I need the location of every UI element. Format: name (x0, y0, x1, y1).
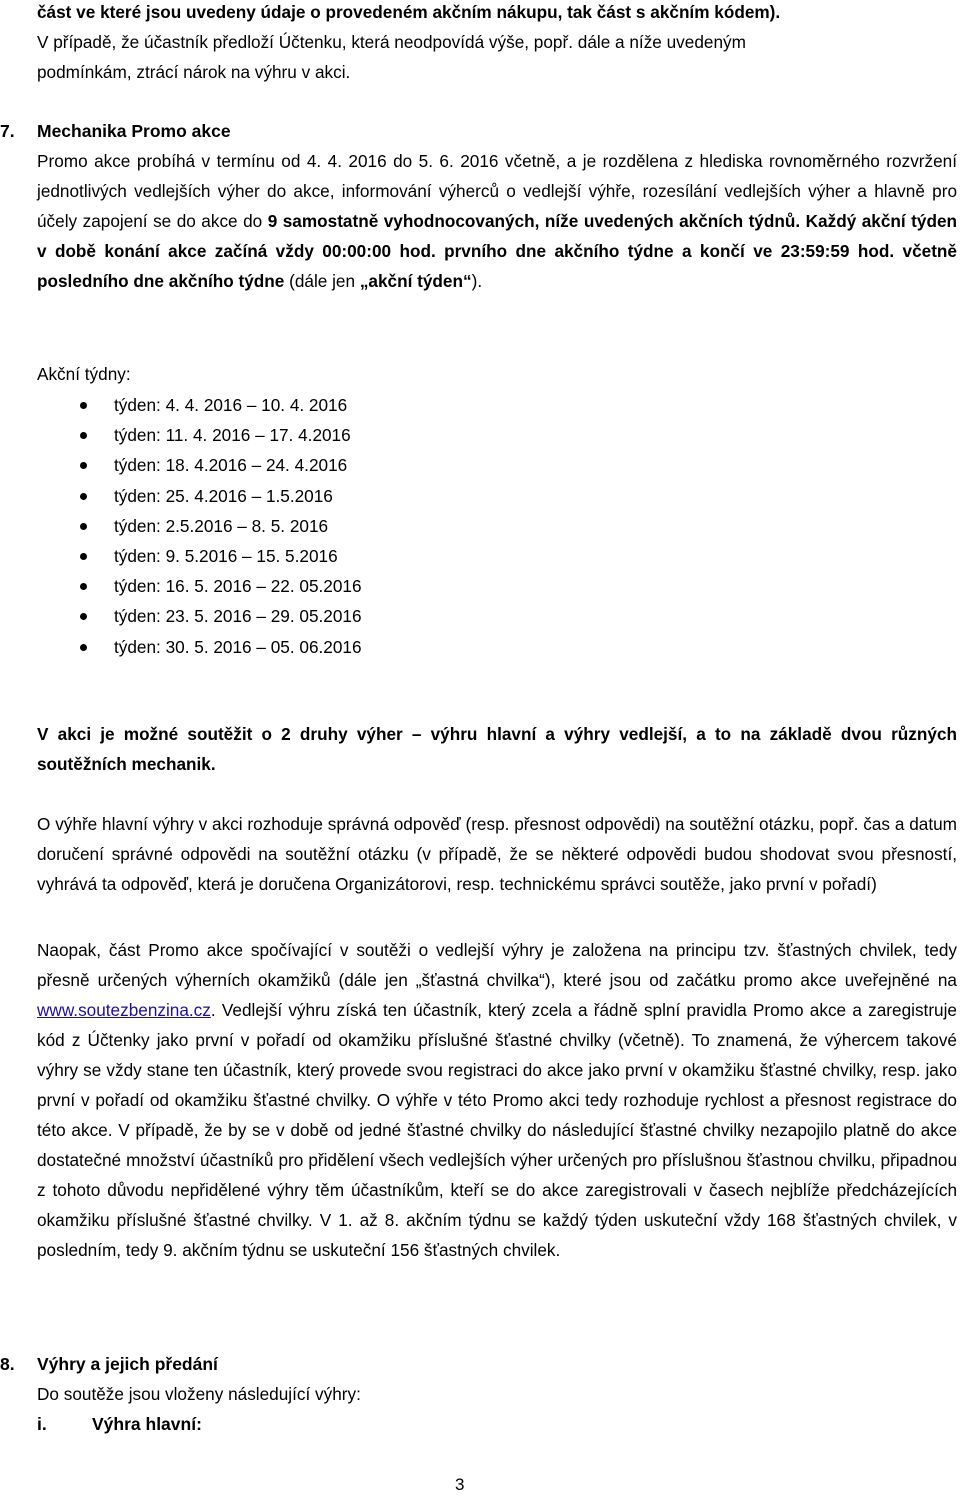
paragraph-text: . Vedlejší výhru získá ten účastník, který zcela a řádně splní pravidla Promo akce a zaregistruje kód z Účtenky jako první v pořadí od okamžiku příslušné šťastné chvilky (včetně). To znamená, že výhercem takové výhry se vždy stane ten účastník, který provede svou registraci do akce jako první v okamžiku šťastné chvilky, resp. jako první v pořadí od okamžiku šťastné chvilky. O výhře v této Promo akci tedy rozhoduje rychlost a přesnost registrace do této akce. V případě, že by se v době od jedné šťastné chvilky do následující šťastné chvilky nezapojilo platně do akce dostatečné množství účastníků pro přidělení všech vedlejších výher určených pro příslušnou šťastnou chvilku, připadnou z tohoto důvodu nepřidělené výhry těm účastníkům, kteří se do akce zaregistrovali v časech nejblíže předcházejících okamžiku příslušné šťastné chvilky. V 1. až 8. akčním týdnu se každý týden uskuteční vždy 168 šťastných chvilek, v posledním, tedy 9. akčním týdnu se uskuteční 156 šťastných chvilek. (37, 1000, 957, 1260)
list-item (80, 571, 362, 601)
intro-line-2: V případě, že účastník předloží Účtenku, která neodpovídá výše, popř. dále a níže uvedeným (37, 32, 746, 52)
list-item (80, 420, 362, 450)
week-text: týden: 11. 4. 2016 – 17. 4.2016 (114, 425, 351, 446)
subsection-title: Výhra hlavní: (92, 1414, 202, 1434)
website-link[interactable]: www.soutezbenzina.cz (37, 1000, 211, 1020)
week-text: týden: 30. 5. 2016 – 05. 06.2016 (114, 636, 362, 657)
bullet-icon (80, 613, 87, 620)
prize-types-paragraph: V akci je možné soutěžit o 2 druhy výher – výhru hlavní a výhry vedlejší, a to na základě dvou různých soutěžních mechanik. (37, 724, 957, 774)
section-8-intro: Do soutěže jsou vloženy následující výhry: (37, 1384, 361, 1404)
section-7-number: 7. (0, 121, 15, 141)
list-item (80, 481, 362, 511)
week-text: týden: 2.5.2016 – 8. 5. 2016 (114, 515, 329, 536)
bullet-icon (80, 493, 87, 500)
bullet-icon (80, 583, 87, 590)
paragraph-bold: . (795, 211, 806, 231)
paragraph-bold: „akční týden“ (359, 271, 472, 291)
list-item (80, 601, 362, 631)
weeks-list (80, 390, 362, 662)
paragraph-bold: Každý akční týden v době konání akce začíná vždy 00:00:00 hod. prvního dne akčního týdne a končí ve 23:59:59 hod. včetně posledního dne akčního týdne (37, 211, 958, 291)
week-text: týden: 23. 5. 2016 – 29. 05.2016 (114, 606, 362, 627)
list-item (80, 450, 362, 480)
list-item (80, 632, 362, 662)
side-prizes-paragraph (37, 935, 957, 1265)
week-text: týden: 16. 5. 2016 – 22. 05.2016 (114, 576, 362, 597)
bullet-icon (80, 553, 87, 560)
bullet-icon (80, 523, 87, 530)
bullet-icon (80, 644, 87, 651)
intro-line-3: podmínkám, ztrácí nárok na výhru v akci. (37, 62, 351, 82)
section-8-number: 8. (0, 1354, 15, 1374)
bullet-icon (80, 462, 87, 469)
main-prize-paragraph: O výhře hlavní výhry v akci rozhoduje správná odpověď (resp. přesnost odpovědi) na soutěžní otázku, popř. čas a datum doručení správné odpovědi na soutěžní otázku (v případě, že se některé odpovědi budou shodovat svou přesností, vyhrává ta odpověď, která je doručena Organizátorovi, resp. technickému správci soutěže, jako první v pořadí) (37, 814, 957, 894)
section-7-paragraph (37, 146, 957, 296)
list-item (80, 511, 362, 541)
week-text: týden: 25. 4.2016 – 1.5.2016 (114, 485, 333, 506)
week-text: týden: 4. 4. 2016 – 10. 4. 2016 (114, 395, 348, 415)
week-text: týden: 9. 5.2016 – 15. 5.2016 (114, 545, 338, 566)
subsection-number: i. (37, 1414, 47, 1434)
paragraph-text: ). (471, 271, 483, 291)
paragraph-text: Naopak, část Promo akce spočívající v soutěži o vedlejší výhry je založena na principu tzv. šťastných chvilek, tedy přesně určených výherních okamžiků (dále jen „šťastná chvilka“), které jsou od začátku promo akce uveřejněné na (37, 940, 957, 990)
section-7-title: Mechanika Promo akce (37, 121, 231, 141)
section-8-title: Výhry a jejich předání (37, 1354, 218, 1374)
paragraph-text: (dále jen (284, 271, 360, 291)
paragraph-bold: 9 samostatně vyhodnocovaných, níže uvedených akčních týdnů (267, 211, 796, 231)
bullet-icon (80, 432, 87, 439)
bullet-icon (80, 402, 87, 409)
page-number: 3 (455, 1475, 465, 1494)
weeks-label: Akční týdny: (37, 364, 131, 384)
list-item (80, 390, 362, 420)
intro-line-1: část ve které jsou uvedeny údaje o provedeném akčním nákupu, tak část s akčním kódem). (37, 2, 781, 22)
list-item (80, 541, 362, 571)
paragraph-text: Promo akce probíhá v termínu od 4. 4. 2016 do 5. 6. 2016 včetně, a je rozdělena z hlediska rovnoměrného rozvržení jednotlivých vedlejších výher do akce, informování výherců o vedlejší výhře, rozesílání vedlejších výher a hlavně pro účely zapojení se do akce do (37, 151, 957, 231)
week-text: týden: 18. 4.2016 – 24. 4.2016 (114, 455, 348, 476)
